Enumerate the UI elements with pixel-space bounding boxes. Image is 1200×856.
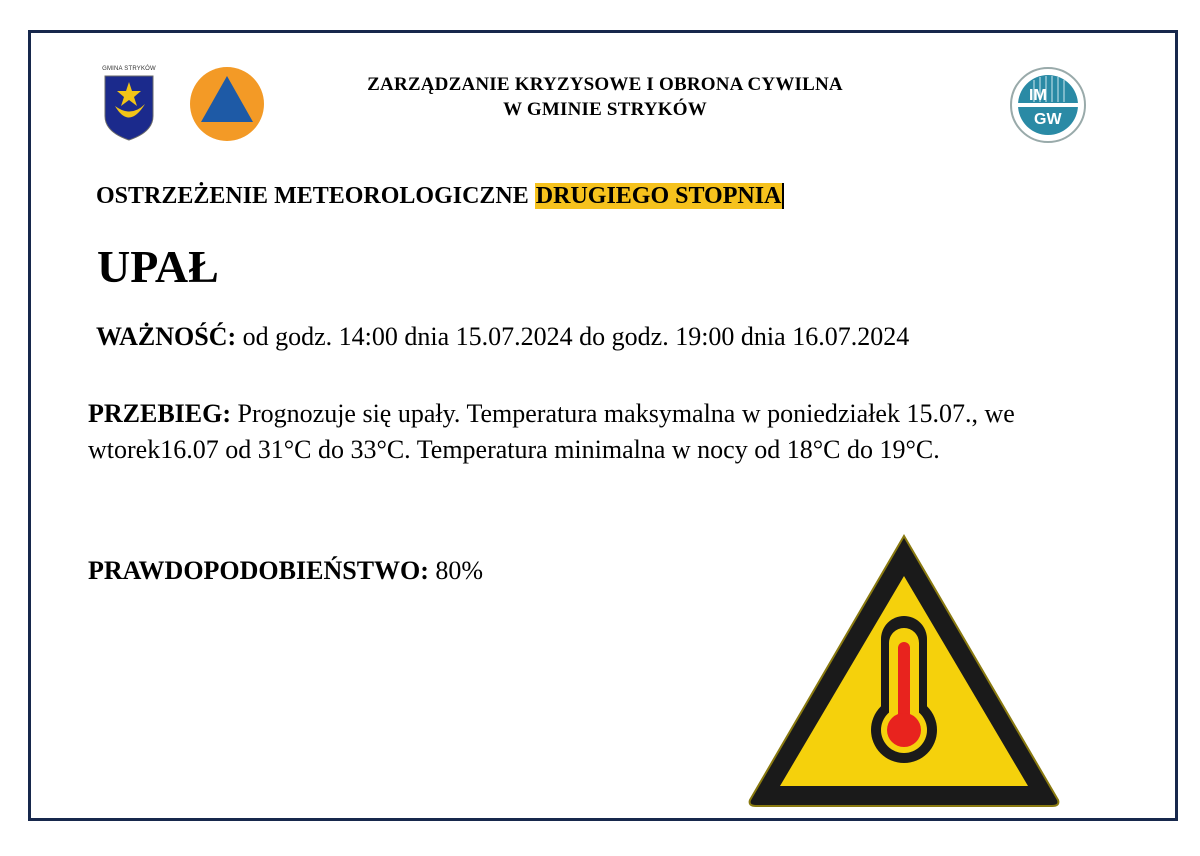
header-title <box>300 72 910 122</box>
probability-label: PRAWDOPODOBIEŃSTWO: <box>88 556 429 585</box>
civil-defence-icon <box>189 66 265 142</box>
course-text: Prognozuje się upały. Temperatura maksymalna w poniedziałek 15.07., we wtorek16.07 od 31°C do 33°C. Temperatura minimalna w nocy od 18°C do 19°C. <box>88 399 1015 464</box>
warning-degree-highlight: DRUGIEGO STOPNIA <box>535 183 785 209</box>
course-paragraph <box>88 396 1098 468</box>
validity-text: od godz. 14:00 dnia 15.07.2024 do godz. 19:00 dnia 16.07.2024 <box>236 322 910 351</box>
probability-text: 80% <box>428 556 484 585</box>
validity-line <box>96 322 909 352</box>
heat-warning-thermometer-icon <box>744 530 1064 810</box>
header-line-2: W GMINIE STRYKÓW <box>503 99 707 120</box>
warning-prefix: OSTRZEŻENIE METEOROLOGICZNE <box>96 183 535 209</box>
imgw-text-top: IM <box>1029 87 1047 104</box>
imgw-text-bottom: GW <box>1034 111 1062 128</box>
imgw-logo-icon <box>1004 66 1092 144</box>
course-label: PRZEBIEG: <box>88 399 232 428</box>
municipal-crest-icon <box>99 66 159 144</box>
validity-label: WAŻNOŚĆ: <box>96 322 237 351</box>
probability-line <box>88 556 483 586</box>
warning-level-line <box>96 183 784 210</box>
warning-title: UPAŁ <box>97 241 219 292</box>
header-line-1: ZARZĄDZANIE KRYZYSOWE I OBRONA CYWILNA <box>367 74 843 95</box>
crest-caption: GMINA STRYKÓW <box>102 66 156 72</box>
